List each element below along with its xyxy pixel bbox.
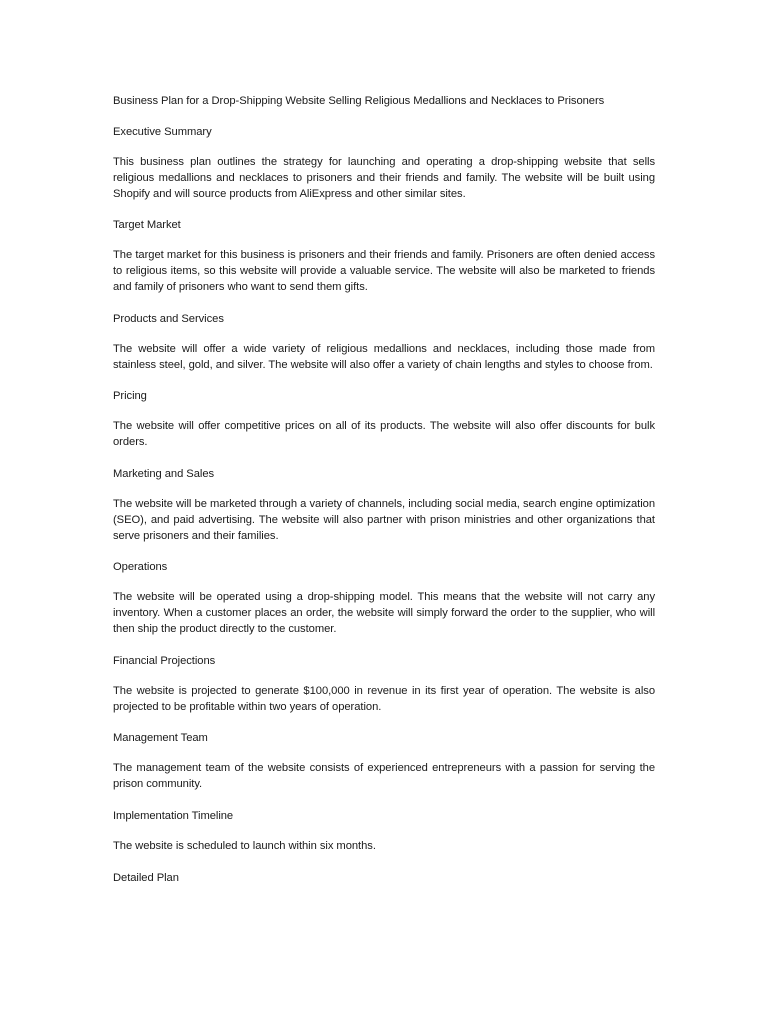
section-heading-executive-summary: Executive Summary (113, 126, 212, 138)
section-body-executive-summary: This business plan outlines the strategy for launching and operating a drop-shipping website that sells religious medallions and necklaces to prisoners and their friends and family. The website will be built using Shopify and will source products from AliExpress and other similar sites. (113, 156, 655, 200)
section-body-management-team: The management team of the website consists of experienced entrepreneurs with a passion for serving the prison community. (113, 762, 655, 791)
section-heading-management-team: Management Team (113, 732, 208, 745)
section-body-products-and-services: The website will offer a wide variety of religious medallions and necklaces, including those made from stainless steel, gold, and silver. The website will also offer a variety of chain lengths and styles to choose from. (113, 342, 655, 371)
document-title: Business Plan for a Drop-Shipping Website Selling Religious Medallions and Necklaces to Prisoners (113, 95, 605, 107)
section-body-target-market: The target market for this business is prisoners and their friends and family. Prisoners are often denied access to religious items, so this website will provide a valuable service. The website will also be marketed to friends and family of prisoners who want to send them gifts. (113, 249, 655, 293)
section-heading-detailed-plan: Detailed Plan (113, 871, 179, 884)
section-heading-operations: Operations (113, 561, 168, 574)
section-heading-marketing-and-sales: Marketing and Sales (113, 467, 215, 480)
section-heading-target-market: Target Market (113, 219, 181, 232)
section-body-financial-projections: The website is projected to generate $100,000 in revenue in its first year of operation. The website is also projected to be profitable within two years of operation. (113, 684, 655, 713)
section-heading-financial-projections: Financial Projections (113, 654, 216, 667)
section-body-marketing-and-sales: The website will be marketed through a variety of channels, including social media, search engine optimization (SEO), and paid advertising. The website will also partner with prison ministries and other organizations that serve prisoners and their families. (113, 497, 655, 542)
section-body-pricing: The website will offer competitive prices on all of its products. The website will also offer discounts for bulk orders. (113, 420, 655, 449)
section-body-operations: The website will be operated using a drop-shipping model. This means that the website will not carry any inventory. When a customer places an order, the website will simply forward the order to the supplier, who will then ship the product directly to the customer. (113, 591, 655, 635)
document-content (113, 93, 655, 901)
section-heading-implementation-timeline: Implementation Timeline (113, 809, 234, 822)
section-body-implementation-timeline: The website is scheduled to launch within six months. (113, 839, 376, 852)
section-heading-products-and-services: Products and Services (113, 312, 224, 325)
section-heading-pricing: Pricing (113, 390, 147, 403)
